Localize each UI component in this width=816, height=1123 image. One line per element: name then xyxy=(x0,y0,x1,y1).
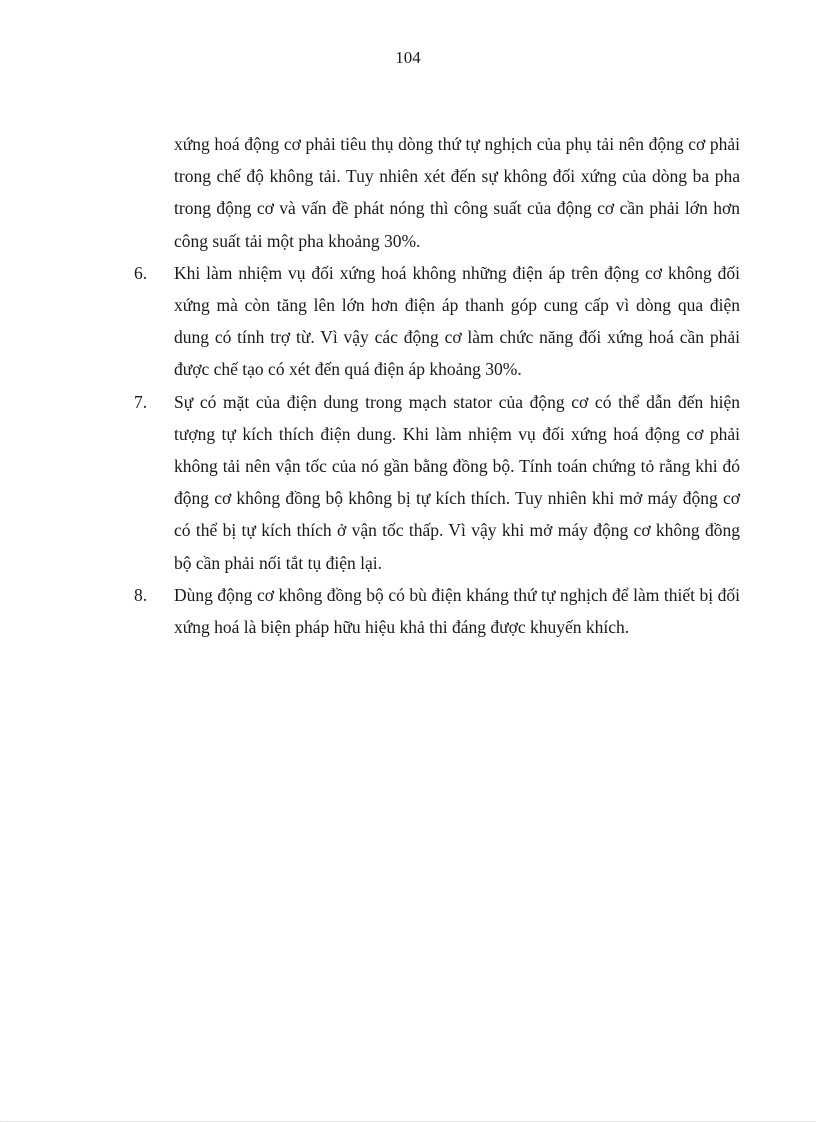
list-item-number: 6. xyxy=(134,262,148,283)
list-item-8 xyxy=(134,579,740,643)
list-item-text: Sự có mặt của điện dung trong mạch stator của động cơ có thể dẫn đến hiện tượng tự kích thích điện dung. Khi làm nhiệm vụ đối xứng hoá động cơ phải không tải nên vận tốc của nó gần bằng đồng bộ. Tính toán chứng tỏ rằng khi đó động cơ không đồng bộ không bị tự kích thích. Tuy nhiên khi mở máy động cơ có thể bị tự kích thích ở vận tốc thấp. Vì vậy khi mở máy động cơ không đồng bộ cần phải nối tắt tụ điện lại. xyxy=(174,391,740,573)
list-item-number: 8. xyxy=(134,584,148,605)
list-item-number: 7. xyxy=(134,391,148,412)
page-number: 104 xyxy=(395,48,421,67)
page-bottom-rule xyxy=(0,1121,816,1122)
continuation-paragraph: xứng hoá động cơ phải tiêu thụ dòng thứ tự nghịch của phụ tải nên động cơ phải trong chế độ không tải. Tuy nhiên xét đến sự không đối xứng của dòng ba pha trong động cơ và vấn đề phát nóng thì công suất của động cơ cần phải lớn hơn công suất tải một pha khoảng 30%. xyxy=(174,134,740,251)
list-item-6 xyxy=(134,257,740,386)
page-body xyxy=(134,128,740,643)
list-item-text: Dùng động cơ không đồng bộ có bù điện kháng thứ tự nghịch để làm thiết bị đối xứng hoá là biện pháp hữu hiệu khả thi đáng được khuyến khích. xyxy=(174,584,740,638)
list-item-text: Khi làm nhiệm vụ đối xứng hoá không những điện áp trên động cơ không đối xứng mà còn tăng lên lớn hơn điện áp thanh góp cung cấp vì dòng qua điện dung có tính trợ từ. Vì vậy các động cơ làm chức năng đối xứng hoá cần phải được chế tạo có xét đến quá điện áp khoảng 30%. xyxy=(174,262,740,380)
list-item-7 xyxy=(134,386,740,579)
